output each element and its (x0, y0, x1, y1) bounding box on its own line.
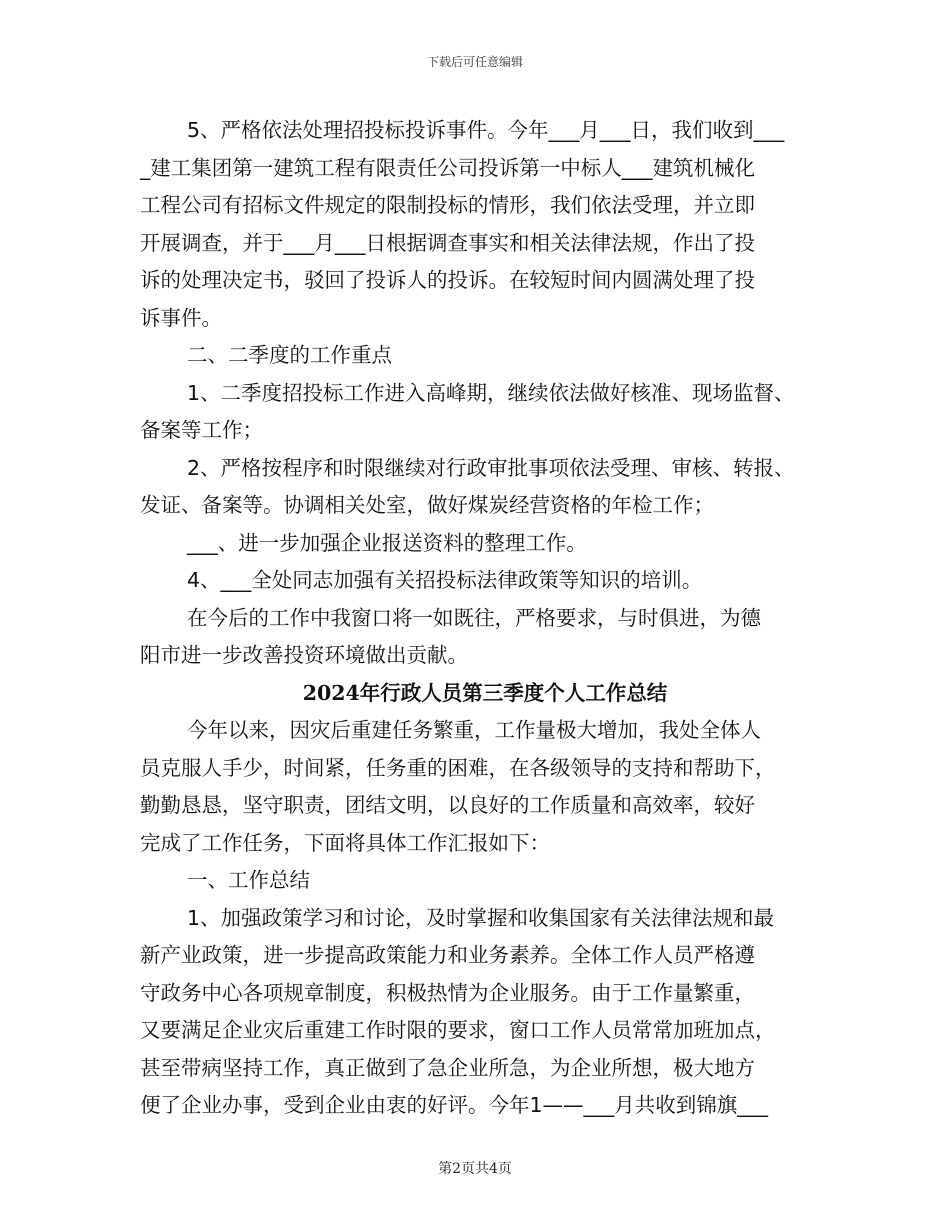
paragraph-line: ___、进一步加强企业报送资料的整理工作。 (187, 530, 587, 555)
paragraph-line: 诉的处理决定书，驳回了投诉人的投诉。在较短时间内圆满处理了投 (140, 268, 755, 292)
paragraph-line: 开展调查，并于___月___日根据调查事实和相关法律法规，作出了投 (140, 230, 755, 255)
paragraph-line: 4、___全处同志加强有关招投标法律政策等知识的培训。 (187, 568, 703, 592)
paragraph-line: 又要满足企业灾后重建工作时限的要求，窗口工作人员常常加班加点， (140, 1018, 776, 1042)
section-heading: 二、二季度的工作重点 (187, 343, 392, 367)
paragraph-line: 备案等工作； (140, 418, 263, 442)
paragraph-line: 1、加强政策学习和讨论，及时掌握和收集国家有关法律法规和最 (187, 905, 775, 930)
paragraph-line: 新产业政策，进一步提高政策能力和业务素养。全体工作人员严格遵 (140, 943, 755, 967)
section-heading: 一、工作总结 (187, 868, 310, 892)
paragraph-line: 员克服人手少，时间紧，任务重的困难，在各级领导的支持和帮助下， (140, 755, 776, 780)
page-number: 第2页共4页 (438, 1161, 512, 1177)
paragraph-line: 发证、备案等。协调相关处室，做好煤炭经营资格的年检工作； (140, 493, 714, 517)
paragraph-line: 甚至带病坚持工作，真正做到了急企业所急，为企业所想，极大地方 (140, 1055, 755, 1080)
paragraph-line: 今年以来，因灾后重建任务繁重，工作量极大增加，我处全体人 (187, 718, 761, 742)
document-title: 2024年行政人员第三季度个人工作总结 (302, 680, 668, 705)
paragraph-line: 2、严格按程序和时限继续对行政审批事项依法受理、审核、转报、 (187, 455, 795, 480)
paragraph-line: 便了企业办事，受到企业由衷的好评。今年1——___月共收到锦旗___ (140, 1093, 769, 1117)
paragraph-line: 5、严格依法处理招投标投诉事件。今年___月___日，我们收到___ (187, 118, 785, 142)
paragraph-line: 诉事件。 (140, 305, 222, 330)
paragraph-line: 在今后的工作中我窗口将一如既往，严格要求，与时俱进，为德 (187, 605, 761, 630)
paragraph-line: 守政务中心各项规章制度，积极热情为企业服务。由于工作量繁重， (140, 980, 755, 1005)
paragraph-line: 勤勤恳恳，坚守职责，团结文明，以良好的工作质量和高效率，较好 (140, 793, 755, 817)
paragraph-line: 阳市进一步改善投资环境做出贡献。 (140, 643, 468, 667)
paragraph-line: _建工集团第一建筑工程有限责任公司投诉第一中标人___建筑机械化 (140, 155, 755, 180)
paragraph-line: 1、二季度招投标工作进入高峰期，继续依法做好核准、现场监督、 (187, 380, 795, 405)
paragraph-line: 完成了工作任务，下面将具体工作汇报如下： (140, 830, 550, 855)
header-note: 下载后可任意编辑 (426, 55, 523, 69)
document-body (140, 112, 830, 1125)
paragraph-line: 工程公司有招标文件规定的限制投标的情形，我们依法受理，并立即 (140, 193, 755, 217)
